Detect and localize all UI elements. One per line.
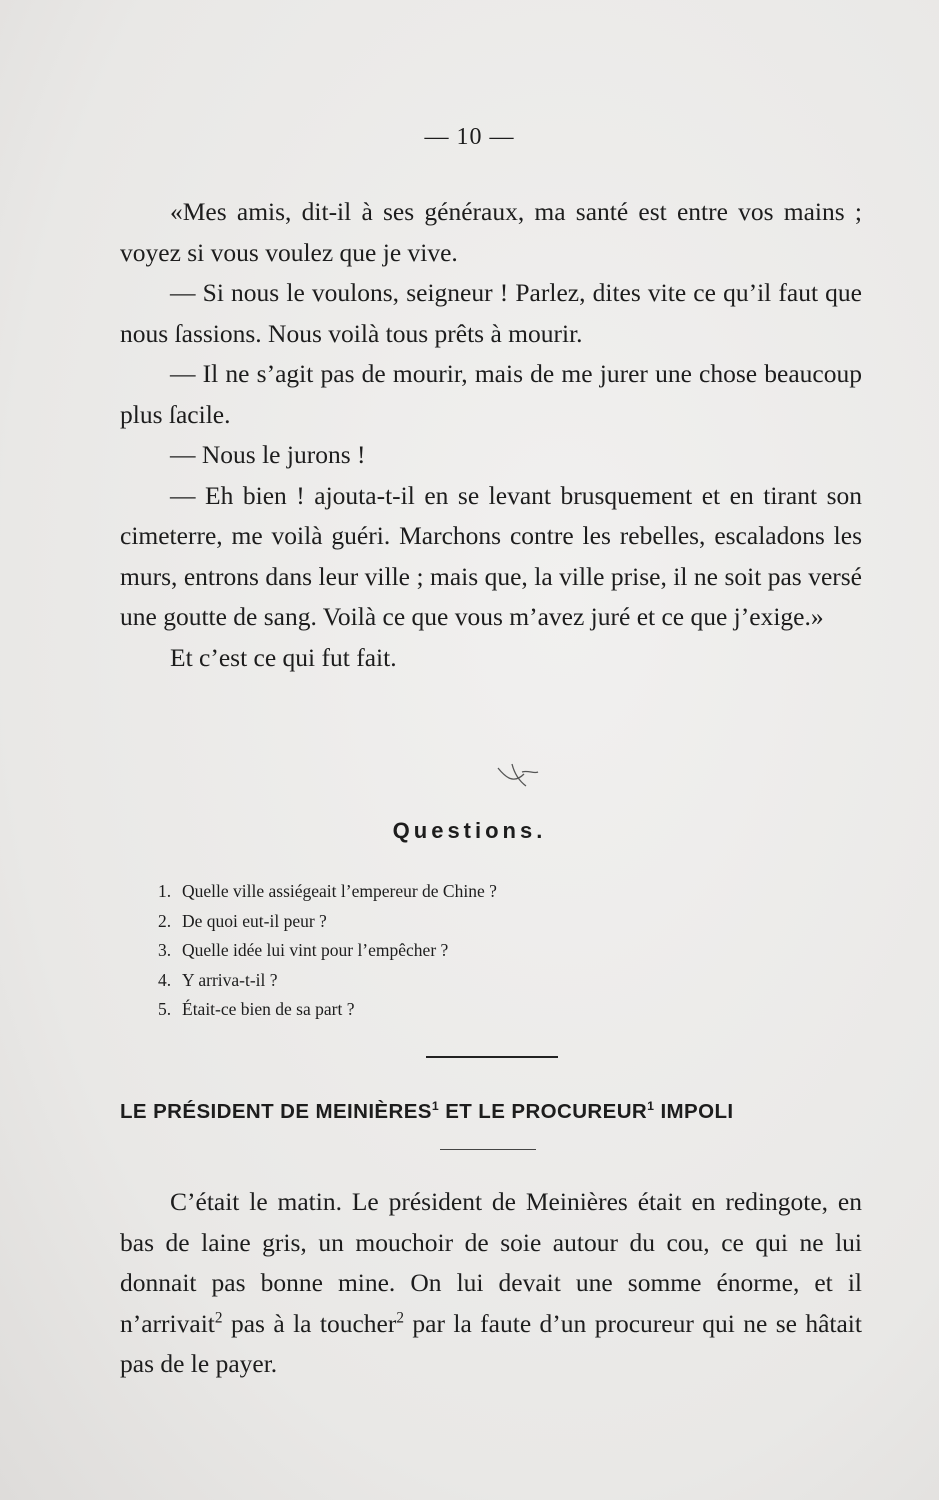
question-item [158, 907, 758, 937]
paragraph [120, 1182, 862, 1385]
question-text: Était-ce bien de sa part ? [182, 999, 355, 1019]
heading-text: LE PRÉSIDENT DE MEINIÈRES [120, 1100, 432, 1123]
question-item [158, 877, 758, 907]
paragraph: «Mes amis, dit-il à ses généraux, ma santé est entre vos mains ; voyez si vous voulez que je vive. [120, 197, 862, 267]
question-text: De quoi eut-il peur ? [182, 910, 327, 931]
question-number: 3. [158, 940, 172, 960]
question-text: Y arriva-t-il ? [182, 969, 278, 990]
question-text: Quelle ville assiégeait l’empereur de Chine ? [182, 881, 497, 901]
footnote-marker: 2 [214, 1309, 223, 1326]
question-item [158, 936, 758, 966]
question-number: 1. [158, 881, 172, 901]
heading-underline [440, 1149, 536, 1150]
dialogue-block [120, 192, 862, 678]
questions-list [158, 877, 758, 1025]
footnote-marker: 1 [431, 1099, 440, 1114]
text-run: par la faute d’un procureur qui ne se hâtait pas de le payer. [120, 1308, 862, 1378]
question-number: 4. [158, 969, 172, 990]
ornament-flourish [494, 760, 540, 790]
paragraph: Et c’est ce qui fut fait. [170, 642, 397, 672]
text-run: pas à la toucher [222, 1308, 397, 1338]
questions-title: Questions. [392, 818, 547, 843]
paragraph: — Nous le jurons ! [170, 440, 366, 469]
paragraph: — Il ne s’agit pas de mourir, mais de me jurer une chose beaucoup plus ſacile. [120, 359, 862, 429]
text-run: C’était le matin. Le président de Meinières était en redingote, en bas de laine gris, un mouchoir de soie autour du cou, ce qui ne lui donnait pas bonne mine. On lui devait une somme énorme, et il n’arrivait [120, 1187, 862, 1338]
question-number: 5. [158, 999, 172, 1019]
story-block [120, 1182, 862, 1385]
heading-text: IMPOLI [654, 1100, 734, 1123]
section-heading [120, 1100, 865, 1124]
question-item [158, 966, 758, 996]
footnote-marker: 1 [647, 1099, 655, 1114]
paragraph: — Si nous le voulons, seigneur ! Parlez, dites vite ce qu’il faut que nous ſassions. Nous voilà tous prêts à mourir. [120, 278, 862, 348]
question-item [158, 995, 758, 1025]
footnote-marker: 2 [396, 1309, 404, 1326]
question-text: Quelle idée lui vint pour l’empêcher ? [182, 940, 449, 960]
page-number: — 10 — [424, 124, 515, 150]
heading-text: ET LE PROCUREUR [439, 1100, 648, 1123]
question-number: 2. [158, 910, 172, 931]
paragraph: — Eh bien ! ajouta-t-il en se levant brusquement et en tirant son cimeterre, me voilà guéri. Marchons contre les rebelles, escaladons les murs, entrons dans leur ville ; mais que, la ville prise, il ne soit pas versé une goutte de sang. Voilà ce que vous m’avez juré et ce que j’exige.» [120, 480, 862, 631]
section-divider [426, 1056, 558, 1058]
